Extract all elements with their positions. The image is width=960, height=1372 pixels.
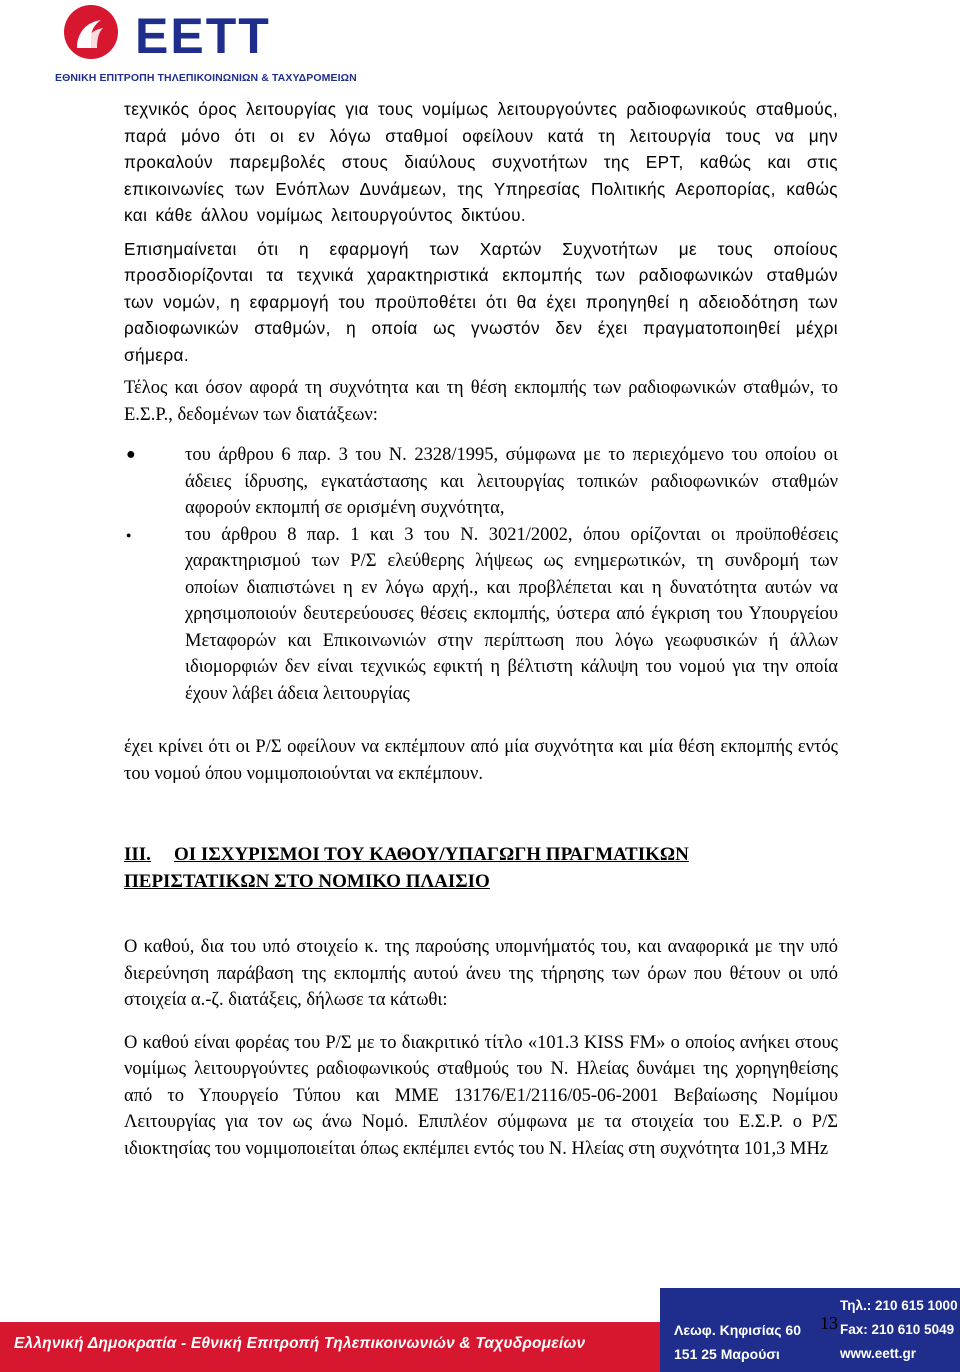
logo-subtitle: ΕΘΝΙΚΗ ΕΠΙΤΡΟΠΗ ΤΗΛΕΠΙΚΟΙΝΩΝΙΩΝ & ΤΑΧΥΔΡΟΜΕΙΩΝ [55,72,357,84]
address-street: Λεωφ. Κηφισίας 60 [674,1322,801,1338]
list-item [124,442,838,522]
paragraph-5: Ο καθού, δια του υπό στοιχείο κ. της παρούσης υπομνήματός του, και αναφορικά με την υπό διερεύνηση παράβαση της εκπομπής αυτού άνευ της τήρησης των όρων που θέτουν οι υπό στοιχεία α.-ζ. διατάξεις, δήλωσε τα κάτωθι: [124,937,838,1010]
list-item-text: του άρθρου 8 παρ. 1 και 3 του Ν. 3021/2002, όπου ορίζονται οι προϋποθέσεις χαρακτηρισμού των Ρ/Σ ελεύθερης λήψεως ως ενημερωτικών, τη συνδρομή των οποίων διαπιστώνει η εν λόγω αρχή., και προβλέπεται και η δυνατότητα αυτών να χρησιμοποιούν δευτερεύουσες θέσεις εκπομπής, ύστερα από έγκριση του Υπουργείου Μεταφορών και Επικοινωνιών στην περίπτωση που λόγω γεωφυσικών ή άλλων ιδιομορφιών δεν είναι τεχνικώς εφικτή η βέλτιστη κάλυψη του νομού για την οποία έχουν λάβει άδεια λειτουργίας [185,524,838,704]
list-item-text: του άρθρου 6 παρ. 3 του Ν. 2328/1995, σύμφωνα με το περιεχόμενο του οποίου οι άδειες ίδρυσης, εγκατάστασης και λειτουργίας τοπικών ραδιοφωνικών σταθμών αφορούν εκπομπή σε ορισμένη συχνότητα, [185,445,838,518]
bullet-icon: ● [126,446,136,463]
section-number: III. [124,844,151,865]
bullet-icon: ● [126,529,132,540]
section-title-line-2: ΠΕΡΙΣΤΑΤΙΚΩΝ ΣΤΟ ΝΟΜΙΚΟ ΠΛΑΙΣΙΟ [124,871,490,892]
eett-emblem-icon [63,4,119,60]
contact-phone: Τηλ.: 210 615 1000 [840,1298,958,1313]
paragraph-6: Ο καθού είναι φορέας του Ρ/Σ με το διακριτικό τίτλο «101.3 KISS FM» ο οποίος ανήκει στους νομίμως λειτουργούντες ραδιοφωνικούς σταθμούς του Ν. Ηλείας δυνάμει της χορηγηθείσης από το Υπουργείο Τύπου και ΜΜΕ 13176/Ε1/2116/05-06-2001 Βεβαίωσης Νομίμου Λειτουργίας για τον ως άνω Νομό. Επιπλέον σύμφωνα με τα στοιχεία του Ε.Σ.Ρ. ο Ρ/Σ ιδιοκτησίας του νομιμοποιείται όπως εκπέμπει εντός του Ν. Ηλείας στη συχνότητα 101,3 MHz [124,1032,838,1159]
footer-blue-panel [660,1288,960,1372]
section-title-line-1: ΟΙ ΙΣΧΥΡΙΣΜΟΙ ΤΟΥ ΚΑΘΟΥ/ΥΠΑΓΩΓΗ ΠΡΑΓΜΑΤΙΚΩΝ [174,844,689,865]
paragraph-2: Επισημαίνεται ότι η εφαρμογή των Χαρτών Συχνοτήτων με τους οποίους προσδιορίζονται τα τεχνικά χαρακτηριστικά εκπομπής των ραδιοφωνικών σταθμών των νομών, η εφαρμογή του προϋποθέτει ότι θα έχει προηγηθεί η αδειοδότηση των ραδιοφωνικών σταθμών, η οποία ως γνωστόν δεν έχει πραγματοποιηθεί μέχρι σήμερα. [124,238,838,365]
logo-wordmark: ΕΕΤΤ [135,8,271,64]
footer-address [674,1318,801,1366]
paragraph-1: τεχνικός όρος λειτουργίας για τους νομίμως λειτουργούντες ραδιοφωνικούς σταθμούς, παρά μόνο ότι οι εν λόγω σταθμοί οφείλουν κατά τη λειτουργία τους να μην προκαλούν παρεμβολές στους διαύλους συχνοτήτων της ΕΡΤ, καθώς και στις επικοινωνίες των Ενόπλων Δυνάμεων, της Υπηρεσίας Πολιτικής Αεροπορίας, καθώς και κάθε άλλου νομίμως λειτουργούντος δικτύου. [124,99,838,225]
list-item [124,522,838,708]
contact-fax: Fax: 210 610 5049 [840,1322,955,1337]
document-body [124,96,838,1162]
provisions-list [124,442,838,707]
footer-red-band [0,1322,660,1372]
section-heading [124,841,838,895]
address-city: 151 25 Μαρούσι [674,1346,780,1362]
paragraph-3: Τέλος και όσον αφορά τη συχνότητα και τη θέση εκπομπής των ραδιοφωνικών σταθμών, το Ε.Σ.Ρ., δεδομένων των διατάξεων: [124,378,838,425]
eett-logo [55,4,357,94]
footer-organization: Ελληνική Δημοκρατία - Εθνική Επιτροπή Τηλεπικοινωνιών & Ταχυδρομείων [14,1335,586,1352]
footer-contact [840,1294,958,1366]
page-footer [0,1288,960,1372]
contact-website[interactable]: www.eett.gr [840,1346,917,1361]
paragraph-4: έχει κρίνει ότι οι Ρ/Σ οφείλουν να εκπέμπουν από μία συχνότητα και μία θέση εκπομπής εντός του νομού όπου νομιμοποιούνται να εκπέμπουν. [124,737,838,784]
page-number: 13 [820,1313,838,1333]
